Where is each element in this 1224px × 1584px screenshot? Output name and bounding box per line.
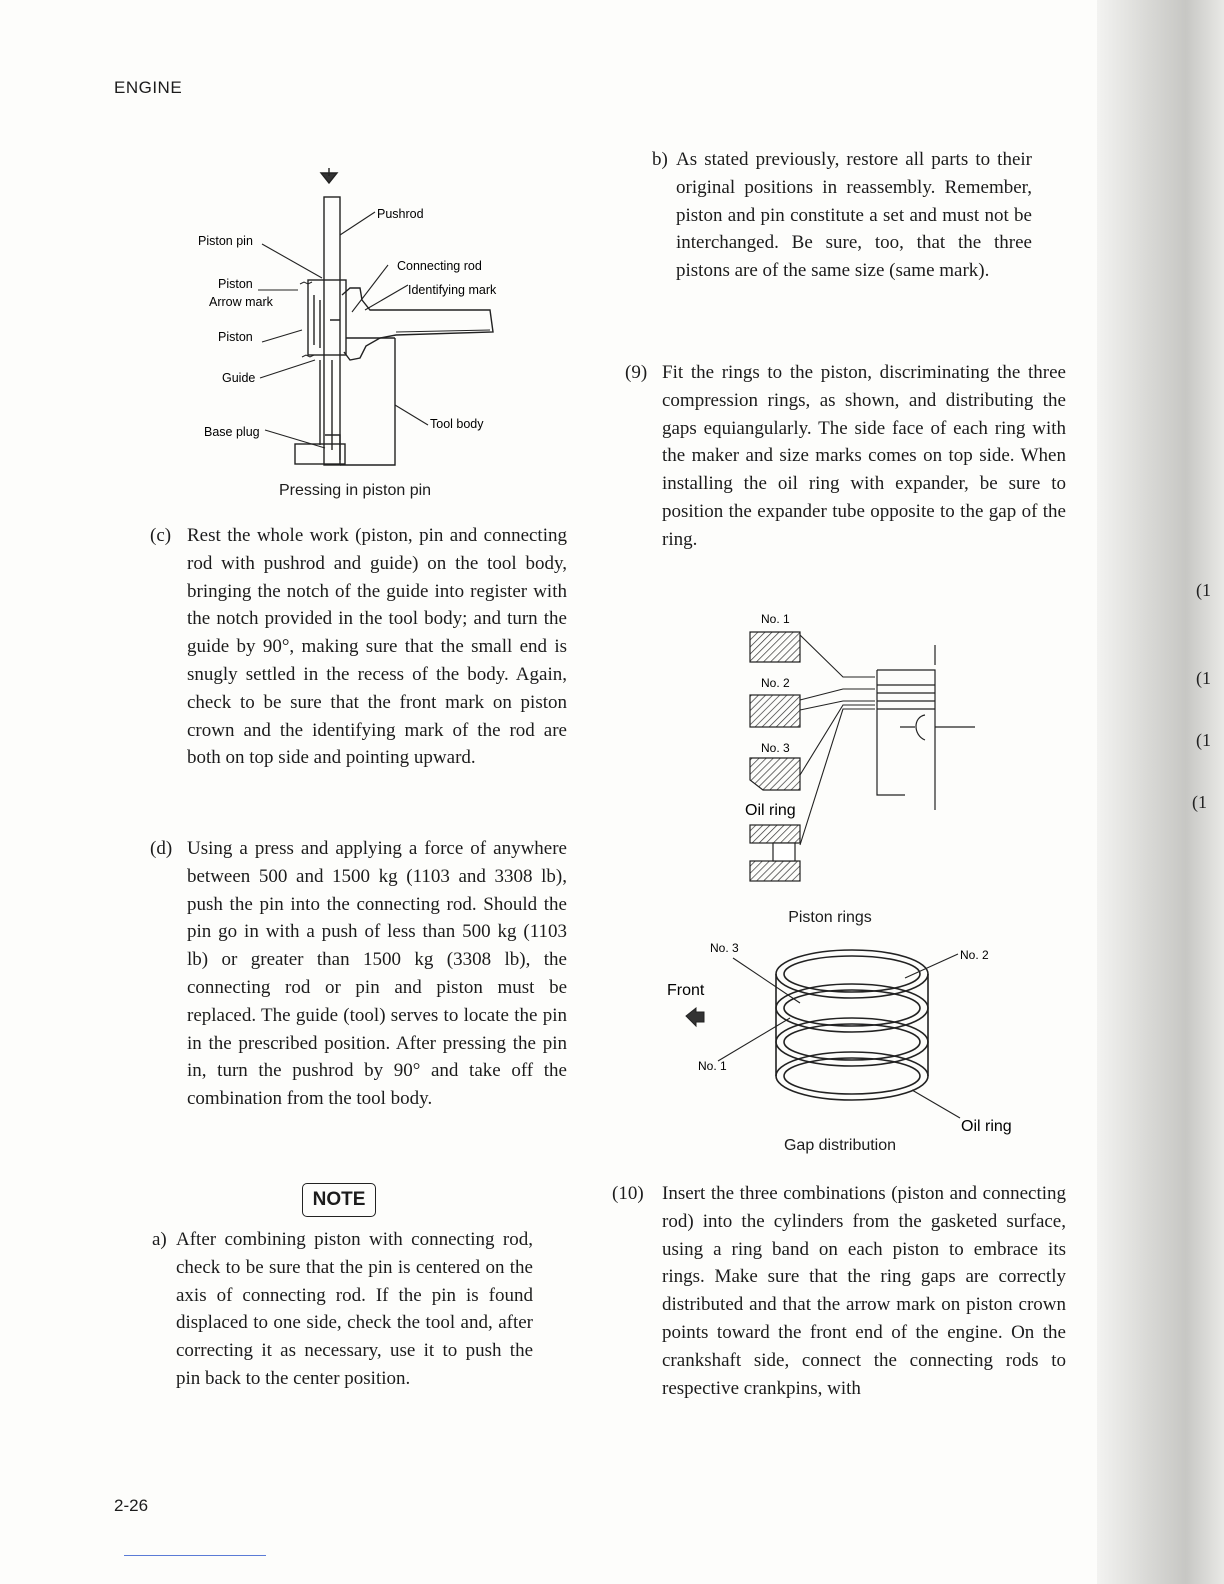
note-a (152, 1226, 533, 1393)
gap-label-no2: No. 2 (960, 948, 989, 962)
label-no2: No. 2 (761, 676, 790, 690)
edge-mark-2: (1 (1196, 668, 1211, 688)
gap-label-oil-ring: Oil ring (961, 1118, 1012, 1135)
label-arrow-mark: Arrow mark (209, 295, 273, 309)
gap-label-front: Front (667, 982, 705, 999)
gap-distribution-figure (660, 938, 1040, 1138)
piston-rings-caption: Piston rings (788, 909, 872, 926)
step-9 (625, 359, 1066, 554)
pressing-caption: Pressing in piston pin (278, 482, 432, 499)
edge-mark-1: (1 (1196, 580, 1211, 600)
connecting-rod-shape (342, 288, 493, 360)
label-base-plug: Base plug (204, 425, 260, 439)
step-d (150, 835, 567, 1113)
piston-rings-figure (735, 605, 995, 885)
label-identifying-mark: Identifying mark (408, 283, 497, 297)
label-tool-body: Tool body (430, 417, 484, 431)
note-a-text: After combining piston with connecting rod, check to be sure that the pin is centered on the axis of connecting rod. If the pin is found displaced to one side, check the tool and, after correcting it as necessary, use it to push the pin back to the center position. (176, 1229, 533, 1389)
front-arrow-icon (686, 1008, 704, 1026)
step-c-text: Rest the whole work (piston, pin and connecting rod with pushrod and guide) on the tool body, bringing the notch of the guide into register with the notch provided in the tool body; and turn the guide by 90°, making sure that the small end is snugly settled in the recess of the body. Again, check to be sure that the front mark on piston crown and the identifying mark of the rod are both on top side and pointing upward. (187, 525, 567, 769)
label-no1: No. 1 (761, 612, 790, 626)
label-piston-pin: Piston pin (198, 234, 253, 248)
step-10 (612, 1180, 1066, 1402)
pressing-figure (190, 160, 550, 475)
note-b-marker: b) (652, 149, 668, 170)
step-9-marker: (9) (625, 362, 648, 383)
step-c-marker: (c) (150, 525, 172, 546)
label-piston-top: Piston (218, 277, 253, 291)
gap-label-no1: No. 1 (698, 1059, 727, 1073)
section-header: ENGINE (114, 78, 183, 97)
step-d-text: Using a press and applying a force of anywhere between 500 and 1500 kg (1103 and 3308 lb), push the pin into the connecting rod. Should the pin go in with a push of less than 500 kg (1103 lb) or greater than 1500 kg (3308 lb), the connecting rod or pin and piston must be replaced. The guide (tool) serves to locate the pin in the prescribed position. After pressing the pin in, turn the pushrod by 90° and take off the combination from the tool body. (187, 838, 567, 1110)
step-10-text: Insert the three combinations (piston and connecting rod) into the cylinders from the gasketed surface, using a ring band on each piston to embrace its rings. Make sure that the ring gaps are correctly distributed and that the arrow mark on piston crown points toward the front end of the engine. On the crankshaft side, connect the connecting rods to respective crankpins, with (662, 1183, 1066, 1399)
ring-oil (776, 1052, 928, 1100)
edge-mark-3: (1 (1196, 730, 1211, 750)
step-9-text: Fit the rings to the piston, discriminating the three compression rings, as shown, and distributing the gaps equiangularly. The side face of each ring with the maker and size marks comes on top side. When installing the oil ring with expander, be sure to position the expander tube opposite to the gap of the ring. (662, 362, 1066, 550)
oil-ring-lower (750, 861, 800, 881)
note-b (652, 146, 1032, 285)
label-guide: Guide (222, 371, 256, 385)
edge-mark-4: (1 (1192, 792, 1207, 812)
label-no3: No. 3 (761, 741, 790, 755)
label-pushrod: Pushrod (377, 207, 424, 221)
ring-no1-section (750, 632, 800, 662)
label-connecting-rod: Connecting rod (397, 259, 482, 273)
ring-no2-section (750, 695, 800, 727)
gap-distribution-caption: Gap distribution (783, 1137, 897, 1154)
note-label: NOTE (302, 1183, 376, 1217)
gap-label-no3: No. 3 (710, 941, 739, 955)
step-10-marker: (10) (612, 1183, 644, 1204)
page-number: 2-26 (114, 1496, 149, 1515)
label-oil-ring: Oil ring (745, 802, 796, 819)
note-a-marker: a) (152, 1229, 167, 1250)
step-d-marker: (d) (150, 838, 173, 859)
ring-no3-section (750, 758, 800, 790)
oil-ring-upper (750, 825, 800, 843)
note-b-text: As stated previously, restore all parts to their original positions in reassembly. Remember, piston and pin constitute a set and must not be interchanged. Be sure, too, that the three pistons are of the same size (same mark). (676, 149, 1032, 282)
footer-line (124, 1555, 266, 1556)
label-piston-bottom: Piston (218, 330, 253, 344)
step-c (150, 522, 567, 772)
press-arrow-icon (321, 168, 337, 183)
